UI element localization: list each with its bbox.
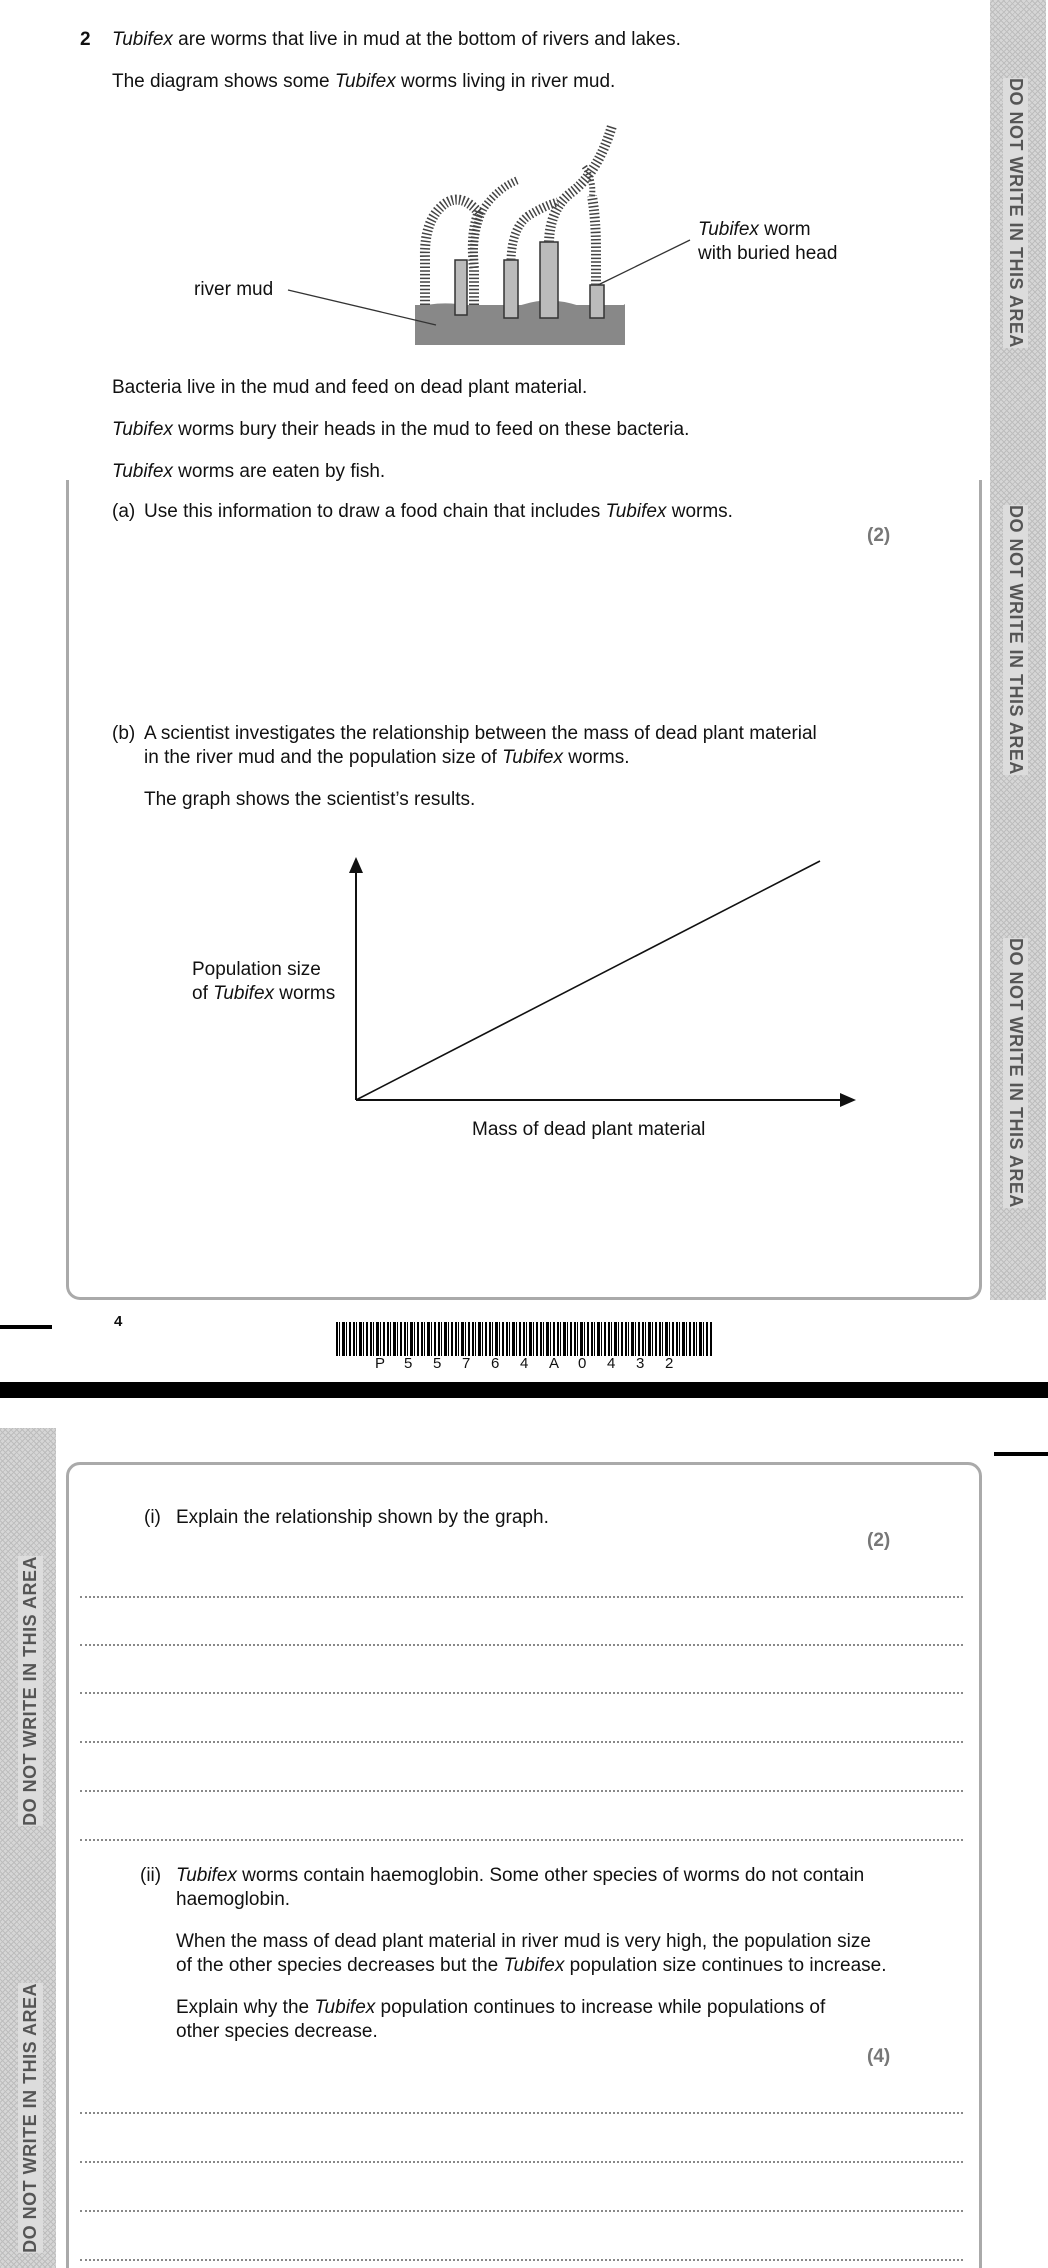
barcode (336, 1322, 712, 1356)
barcode-char: 5 (404, 1355, 413, 1372)
barcode-char: A (549, 1355, 560, 1372)
answer-line[interactable] (80, 1741, 963, 1743)
worm-5 (584, 166, 604, 318)
graph-y-label-line-1: Population size (192, 959, 321, 980)
intro-line-1: Tubifex are worms that live in mud at the bottom of rivers and lakes. (112, 29, 681, 50)
results-graph (300, 845, 880, 1115)
paragraph-bacteria: Bacteria live in the mud and feed on dead plant material. (112, 377, 588, 398)
part-ii-line-1: Tubifex worms contain haemoglobin. Some other species of worms do not contain (176, 1865, 865, 1886)
part-ii-marks: (4) (867, 2046, 891, 2067)
barcode-char: 5 (433, 1355, 442, 1372)
page-number: 4 (114, 1313, 123, 1330)
graph-y-label-line-2: of Tubifex worms (192, 983, 336, 1004)
barcode-char: 4 (520, 1355, 529, 1372)
answer-line[interactable] (80, 1790, 963, 1792)
graph-x-label: Mass of dead plant material (472, 1119, 706, 1140)
part-i-question: Explain the relationship shown by the graph. (176, 1507, 549, 1528)
part-ii-para3-line-2: other species decrease. (176, 2021, 378, 2042)
x-axis-arrow-head (840, 1093, 856, 1107)
margin-label: DO NOT WRITE IN THIS AREA (1003, 78, 1028, 348)
answer-line[interactable] (80, 1839, 963, 1841)
exam-page-5 (0, 1398, 1048, 2268)
answer-line[interactable] (80, 2112, 963, 2114)
margin-label: DO NOT WRITE IN THIS AREA (1003, 505, 1028, 775)
part-a-label: (a) (112, 501, 136, 522)
part-ii-para2-line-2: of the other species decreases but the Tubifex population size continues to increase. (176, 1955, 887, 1976)
part-b-graph-intro: The graph shows the scientist’s results. (144, 789, 476, 810)
part-ii-line-2: haemoglobin. (176, 1889, 291, 1910)
series-line-tubifex-population (356, 861, 820, 1100)
barcode-char: 2 (665, 1355, 674, 1372)
part-a-marks: (2) (867, 525, 891, 546)
part-b-line-2: in the river mud and the population size of Tubifex worms. (144, 747, 630, 768)
margin-label: DO NOT WRITE IN THIS AREA (18, 1983, 43, 2253)
leader-line-worm (598, 240, 690, 285)
barcode-char: 6 (491, 1355, 500, 1372)
answer-line[interactable] (80, 2210, 963, 2212)
answer-line[interactable] (80, 2259, 963, 2261)
intro-line-2: The diagram shows some Tubifex worms living in river mud. (112, 71, 616, 92)
barcode-char: P (375, 1355, 386, 1372)
answer-line[interactable] (80, 2161, 963, 2163)
part-ii-label: (ii) (140, 1865, 162, 1886)
answer-line[interactable] (80, 1692, 963, 1694)
barcode-char: 3 (636, 1355, 645, 1372)
part-b-label: (b) (112, 723, 136, 744)
barcode-char: 0 (578, 1355, 587, 1372)
label-tubifex-worm: Tubifex worm (698, 219, 811, 240)
barcode-char: 7 (462, 1355, 471, 1372)
part-b-line-1: A scientist investigates the relationship between the mass of dead plant material (144, 723, 817, 744)
part-ii-para2-line-1: When the mass of dead plant material in river mud is very high, the population size (176, 1931, 871, 1952)
question-number: 2 (80, 29, 91, 50)
answer-line[interactable] (80, 1596, 963, 1598)
answer-line[interactable] (80, 1644, 963, 1646)
corner-registration-mark (0, 1325, 52, 1329)
part-a-question: Use this information to draw a food chain that includes Tubifex worms. (144, 501, 733, 522)
paragraph-feeding: Tubifex worms bury their heads in the mud to feed on these bacteria. (112, 419, 690, 440)
corner-registration-mark (994, 1452, 1048, 1456)
label-buried-head: with buried head (698, 243, 838, 264)
y-axis-arrow-head (349, 857, 363, 873)
leader-line-mud (288, 290, 436, 325)
part-i-marks: (2) (867, 1530, 891, 1551)
paragraph-fish: Tubifex worms are eaten by fish. (112, 461, 386, 482)
part-ii-para3-line-1: Explain why the Tubifex population continues to increase while populations of (176, 1997, 826, 2018)
part-i-label: (i) (144, 1507, 161, 1528)
margin-label: DO NOT WRITE IN THIS AREA (1003, 938, 1028, 1208)
label-river-mud: river mud (194, 279, 274, 300)
part-a-answer-space[interactable] (80, 560, 960, 710)
margin-label: DO NOT WRITE IN THIS AREA (18, 1556, 43, 1826)
barcode-char: 4 (607, 1355, 616, 1372)
worm-1 (425, 200, 480, 315)
